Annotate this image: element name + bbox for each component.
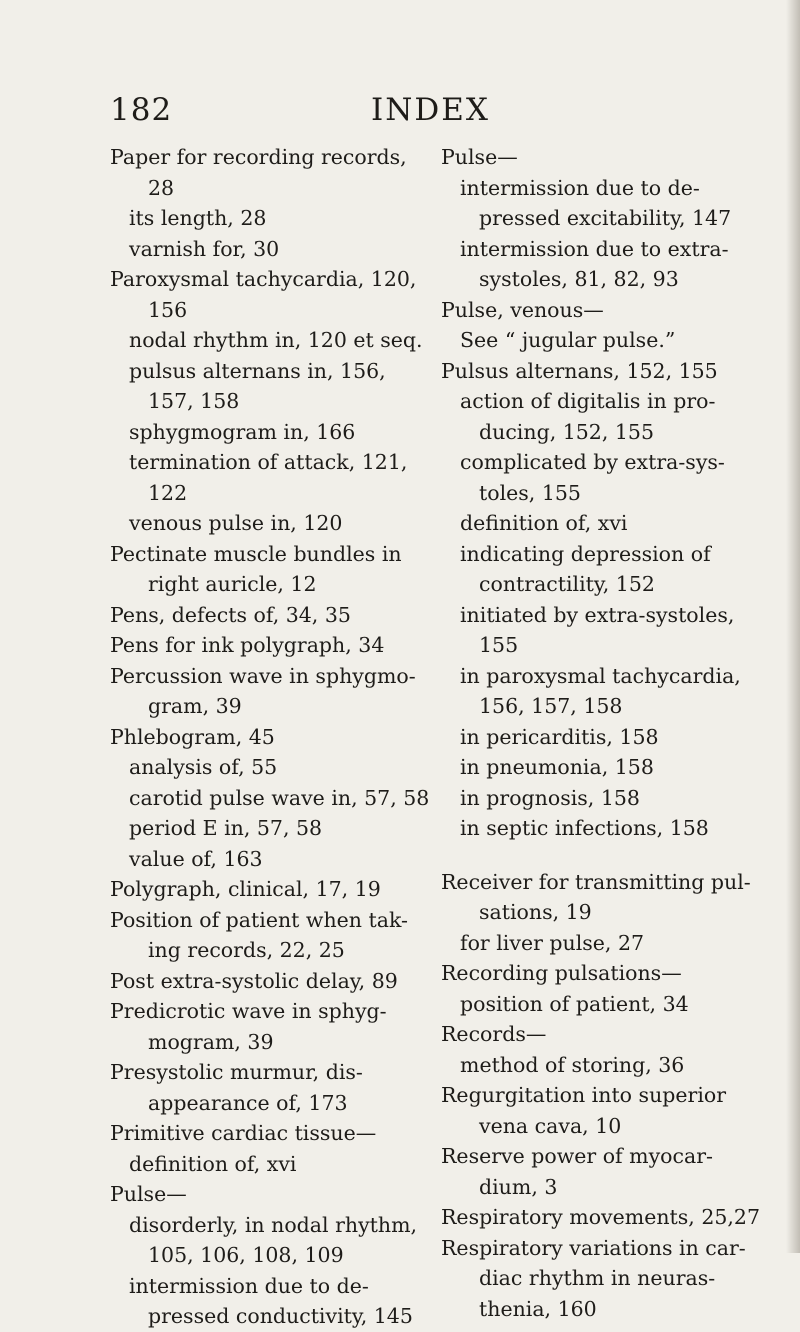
index-subentry: indicating depression of [460,541,711,566]
index-subentry: diac rhythm in neuras- [479,1266,716,1290]
index-heading-entry: Paper for recording records, [110,145,407,169]
index-subentry: in paroxysmal tachycardia, [460,663,741,688]
index-subentry: 157, 158 [148,389,240,413]
index-heading-entry: Records— [441,1022,547,1046]
index-subentry: complicated by extra-sys- [460,450,725,474]
index-subentry: period E in, 57, 58 [129,816,323,840]
index-heading-entry: Pulse— [441,145,518,169]
index-subentry: in prognosis, 158 [460,785,640,810]
index-subentry: carotid pulse wave in, 57, 58 [129,785,430,810]
index-heading-entry: Polygraph, clinical, 17, 19 [110,877,381,901]
index-subentry: contractility, 152 [479,572,655,596]
index-subentry: in pericarditis, 158 [460,724,659,749]
index-column-left [110,142,440,1332]
index-heading-entry: Percussion wave in sphygmo- [110,663,416,688]
index-heading-entry: Pulse— [110,1182,187,1206]
index-heading-entry: Post extra-systolic delay, 89 [110,968,398,993]
index-subentry: mogram, 39 [148,1029,274,1054]
index-subentry: pressed excitability, 147 [479,206,732,230]
index-subentry: initiated by extra-systoles, [460,602,735,627]
index-subentry: analysis of, 55 [129,755,278,779]
index-subentry: disorderly, in nodal rhythm, [129,1212,418,1237]
index-heading-entry: Receiver for transmitting pul- [441,869,751,894]
index-subentry: venous pulse in, 120 [129,511,343,535]
index-subentry: intermission due to de- [460,175,700,200]
index-heading-entry: Presystolic murmur, dis- [110,1060,363,1084]
index-subentry: sations, 19 [479,900,592,924]
index-subentry: 122 [148,480,188,505]
index-heading-entry: Reserve power of myocar- [441,1144,713,1168]
index-subentry: 156, 157, 158 [479,694,623,718]
index-subentry: pulsus alternans in, 156, [129,358,386,383]
page-number: 182 [110,92,173,128]
index-subentry: in pneumonia, 158 [460,755,654,779]
index-subentry: varnish for, 30 [129,236,280,261]
index-heading-entry: Predicrotic wave in sphyg- [110,999,387,1023]
index-subentry: pressed conductivity, 145 [148,1304,413,1328]
index-subentry: vena cava, 10 [479,1113,622,1138]
index-subentry: value of, 163 [129,846,263,871]
index-subentry: toles, 155 [479,480,581,505]
index-heading-entry: Respiratory variations in car- [441,1235,746,1260]
index-heading-entry: Primitive cardiac tissue— [110,1121,377,1145]
index-subentry: 105, 106, 108, 109 [148,1243,344,1267]
index-subentry: method of storing, 36 [460,1052,685,1077]
index-subentry: for liver pulse, 27 [460,930,645,955]
page-edge-shadow [786,0,800,1253]
index-subentry: sphygmogram in, 166 [129,419,356,444]
index-subentry: intermission due to de- [129,1273,369,1298]
index-heading-entry: Pulsus alternans, 152, 155 [441,358,718,383]
index-subentry: ing records, 22, 25 [148,938,345,962]
index-subentry: systoles, 81, 82, 93 [479,267,679,291]
index-heading-entry: Recording pulsations— [441,961,682,985]
index-heading-entry: Regurgitation into superior [441,1083,727,1107]
index-subentry: 28 [148,175,175,200]
index-heading-entry: Phlebogram, 45 [110,724,275,749]
index-subentry: gram, 39 [148,694,242,718]
index-heading-entry: Position of patient when tak- [110,907,408,932]
index-heading-entry: Pulse, venous— [441,297,604,322]
index-heading-entry: Pens, defects of, 34, 35 [110,602,351,627]
index-subentry: nodal rhythm in, 120 et seq. [129,328,423,352]
index-column-right [441,142,781,1324]
index-subentry: 155 [479,633,519,657]
index-subentry: intermission due to extra- [460,236,729,261]
index-subentry: definition of, xvi [129,1151,297,1176]
index-heading-entry: Pens for ink polygraph, 34 [110,633,385,657]
index-subentry: position of patient, 34 [460,991,689,1016]
running-title: INDEX [371,92,490,128]
index-subentry: ducing, 152, 155 [479,419,655,444]
index-subentry: thenia, 160 [479,1296,597,1321]
index-subentry: right auricle, 12 [148,572,317,596]
page-header [0,92,800,132]
index-subentry: dium, 3 [479,1174,558,1199]
index-heading-entry: Paroxysmal tachycardia, 120, [110,267,417,291]
index-heading-entry: Respiratory movements, 25,27 [441,1205,761,1229]
index-heading-entry: Pectinate muscle bundles in [110,541,402,566]
index-subentry: in septic infections, 158 [460,816,709,840]
index-subentry: 156 [148,297,188,322]
index-subentry: definition of, xvi [460,511,628,535]
index-subentry: termination of attack, 121, [129,450,408,474]
index-subentry: See “ jugular pulse.” [460,328,676,352]
index-subentry: its length, 28 [129,206,267,230]
index-subentry: appearance of, 173 [148,1090,348,1115]
index-subentry: action of digitalis in pro- [460,389,716,413]
